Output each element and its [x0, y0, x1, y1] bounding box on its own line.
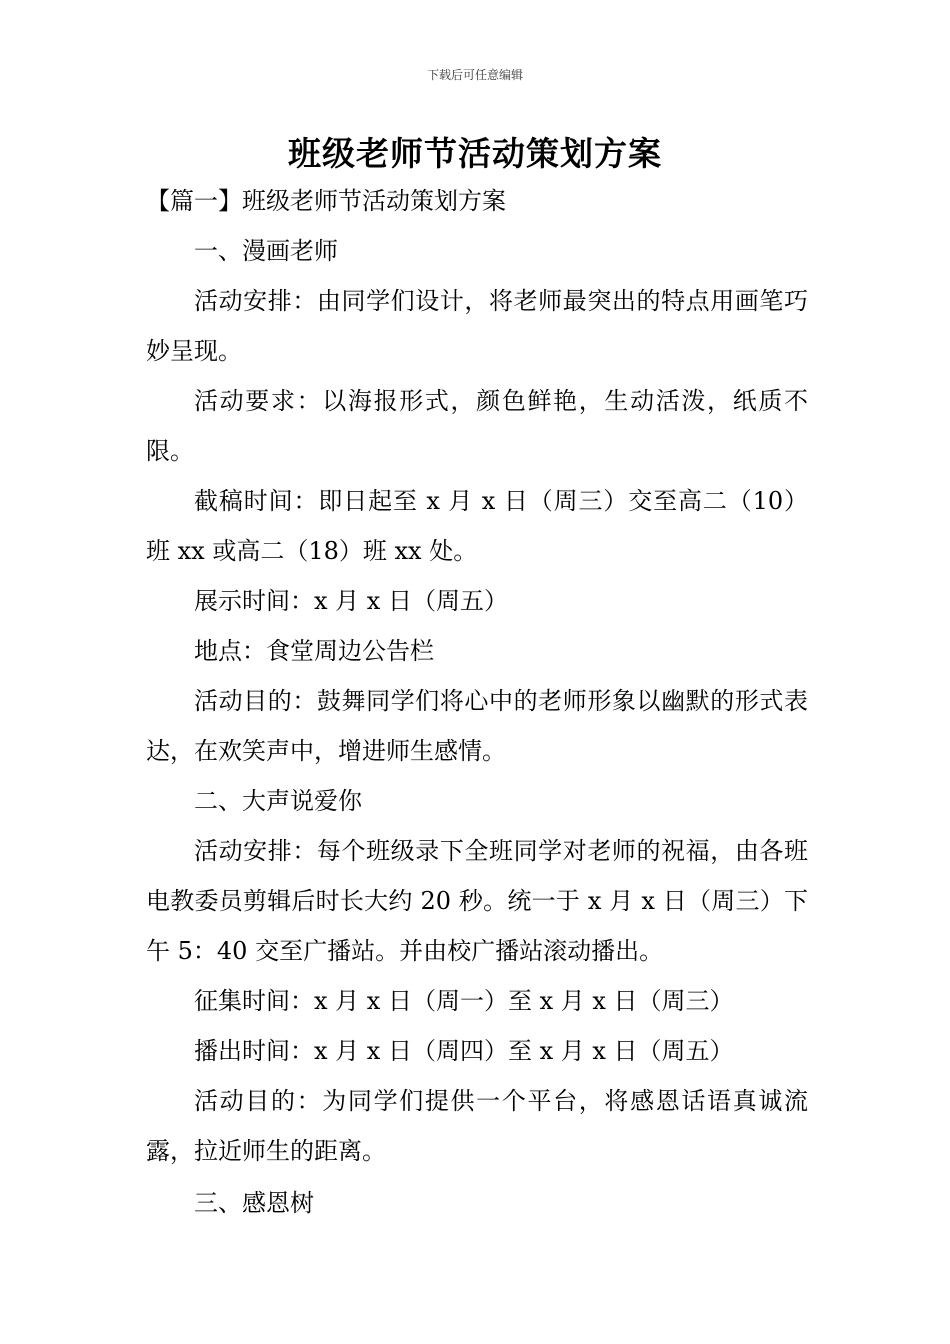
paragraph-activity-purpose-1: 活动目的：鼓舞同学们将心中的老师形象以幽默的形式表达，在欢笑声中，增进师生感情。 [146, 687, 808, 765]
section-heading-comic-teacher: 一、漫画老师 [194, 237, 338, 265]
paragraph-activity-arrangement-2: 活动安排：每个班级录下全班同学对老师的祝福，由各班电教委员剪辑后时长大约 20 秒。统一于 x 月 x 日（周三）下午 5：40 交至广播站。并由校广播站滚动播出。 [146, 837, 808, 965]
paragraph-activity-arrangement-1: 活动安排：由同学们设计，将老师最突出的特点用画笔巧妙呈现。 [146, 287, 808, 365]
paragraph-display-time: 展示时间：x 月 x 日（周五） [194, 587, 508, 615]
paragraph-location: 地点：食堂周边公告栏 [194, 637, 434, 665]
section-heading-say-love: 二、大声说爱你 [194, 787, 362, 815]
paragraph-activity-requirement: 活动要求：以海报形式，颜色鲜艳，生动活泼，纸质不限。 [146, 387, 808, 465]
header-note: 下载后可任意编辑 [426, 68, 523, 82]
paragraph-broadcast-time: 播出时间：x 月 x 日（周四）至 x 月 x 日（周五） [194, 1037, 734, 1065]
paragraph-collection-time: 征集时间：x 月 x 日（周一）至 x 月 x 日（周三） [194, 987, 734, 1015]
paragraph-activity-purpose-2: 活动目的：为同学们提供一个平台，将感恩话语真诚流露，拉近师生的距离。 [146, 1087, 808, 1165]
document-body [146, 176, 808, 1228]
paragraph-deadline: 截稿时间：即日起至 x 月 x 日（周三）交至高二（10）班 xx 或高二（18）班 xx 处。 [146, 487, 808, 565]
document-title: 班级老师节活动策划方案 [288, 134, 662, 173]
section-heading-gratitude-tree: 三、感恩树 [194, 1189, 314, 1217]
section-heading-part-one: 【篇一】班级老师节活动策划方案 [146, 187, 506, 215]
